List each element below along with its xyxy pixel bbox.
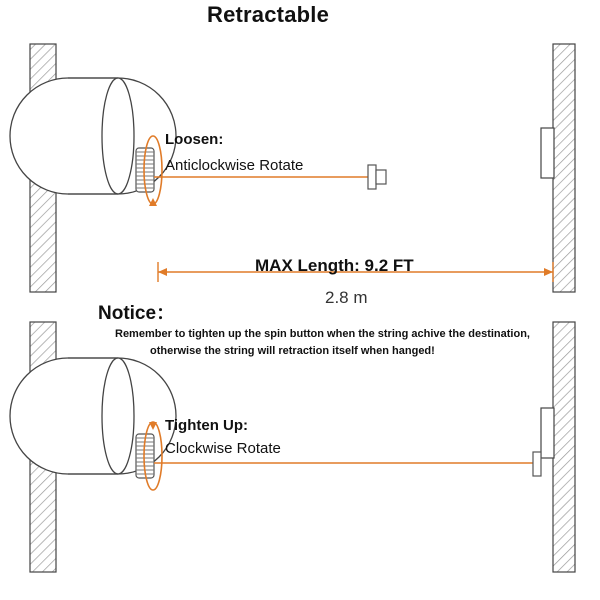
bottom-action-label: Tighten Up: bbox=[165, 417, 249, 434]
bottom-action-detail: Clockwise Rotate bbox=[165, 440, 281, 457]
notice-line-1: Remember to tighten up the spin button when the string achive the destination, bbox=[115, 328, 530, 340]
end-hook-icon-bottom bbox=[533, 452, 541, 476]
notice-line-2: otherwise the string will retraction itself when hanged! bbox=[150, 345, 435, 357]
dimension-sub-label: 2.8 m bbox=[325, 288, 368, 307]
wall-hatch-icon-top-right bbox=[541, 44, 575, 292]
page-title: Retractable bbox=[207, 2, 330, 27]
top-action-detail: Anticlockwise Rotate bbox=[165, 157, 304, 174]
dimension-main-label: MAX Length: 9.2 FT bbox=[255, 256, 414, 275]
wall-hatch-icon-bottom-right bbox=[541, 322, 575, 572]
end-hook-icon-top bbox=[368, 165, 386, 189]
top-action-label: Loosen: bbox=[165, 131, 224, 148]
notice-heading: Notice： bbox=[98, 303, 176, 324]
